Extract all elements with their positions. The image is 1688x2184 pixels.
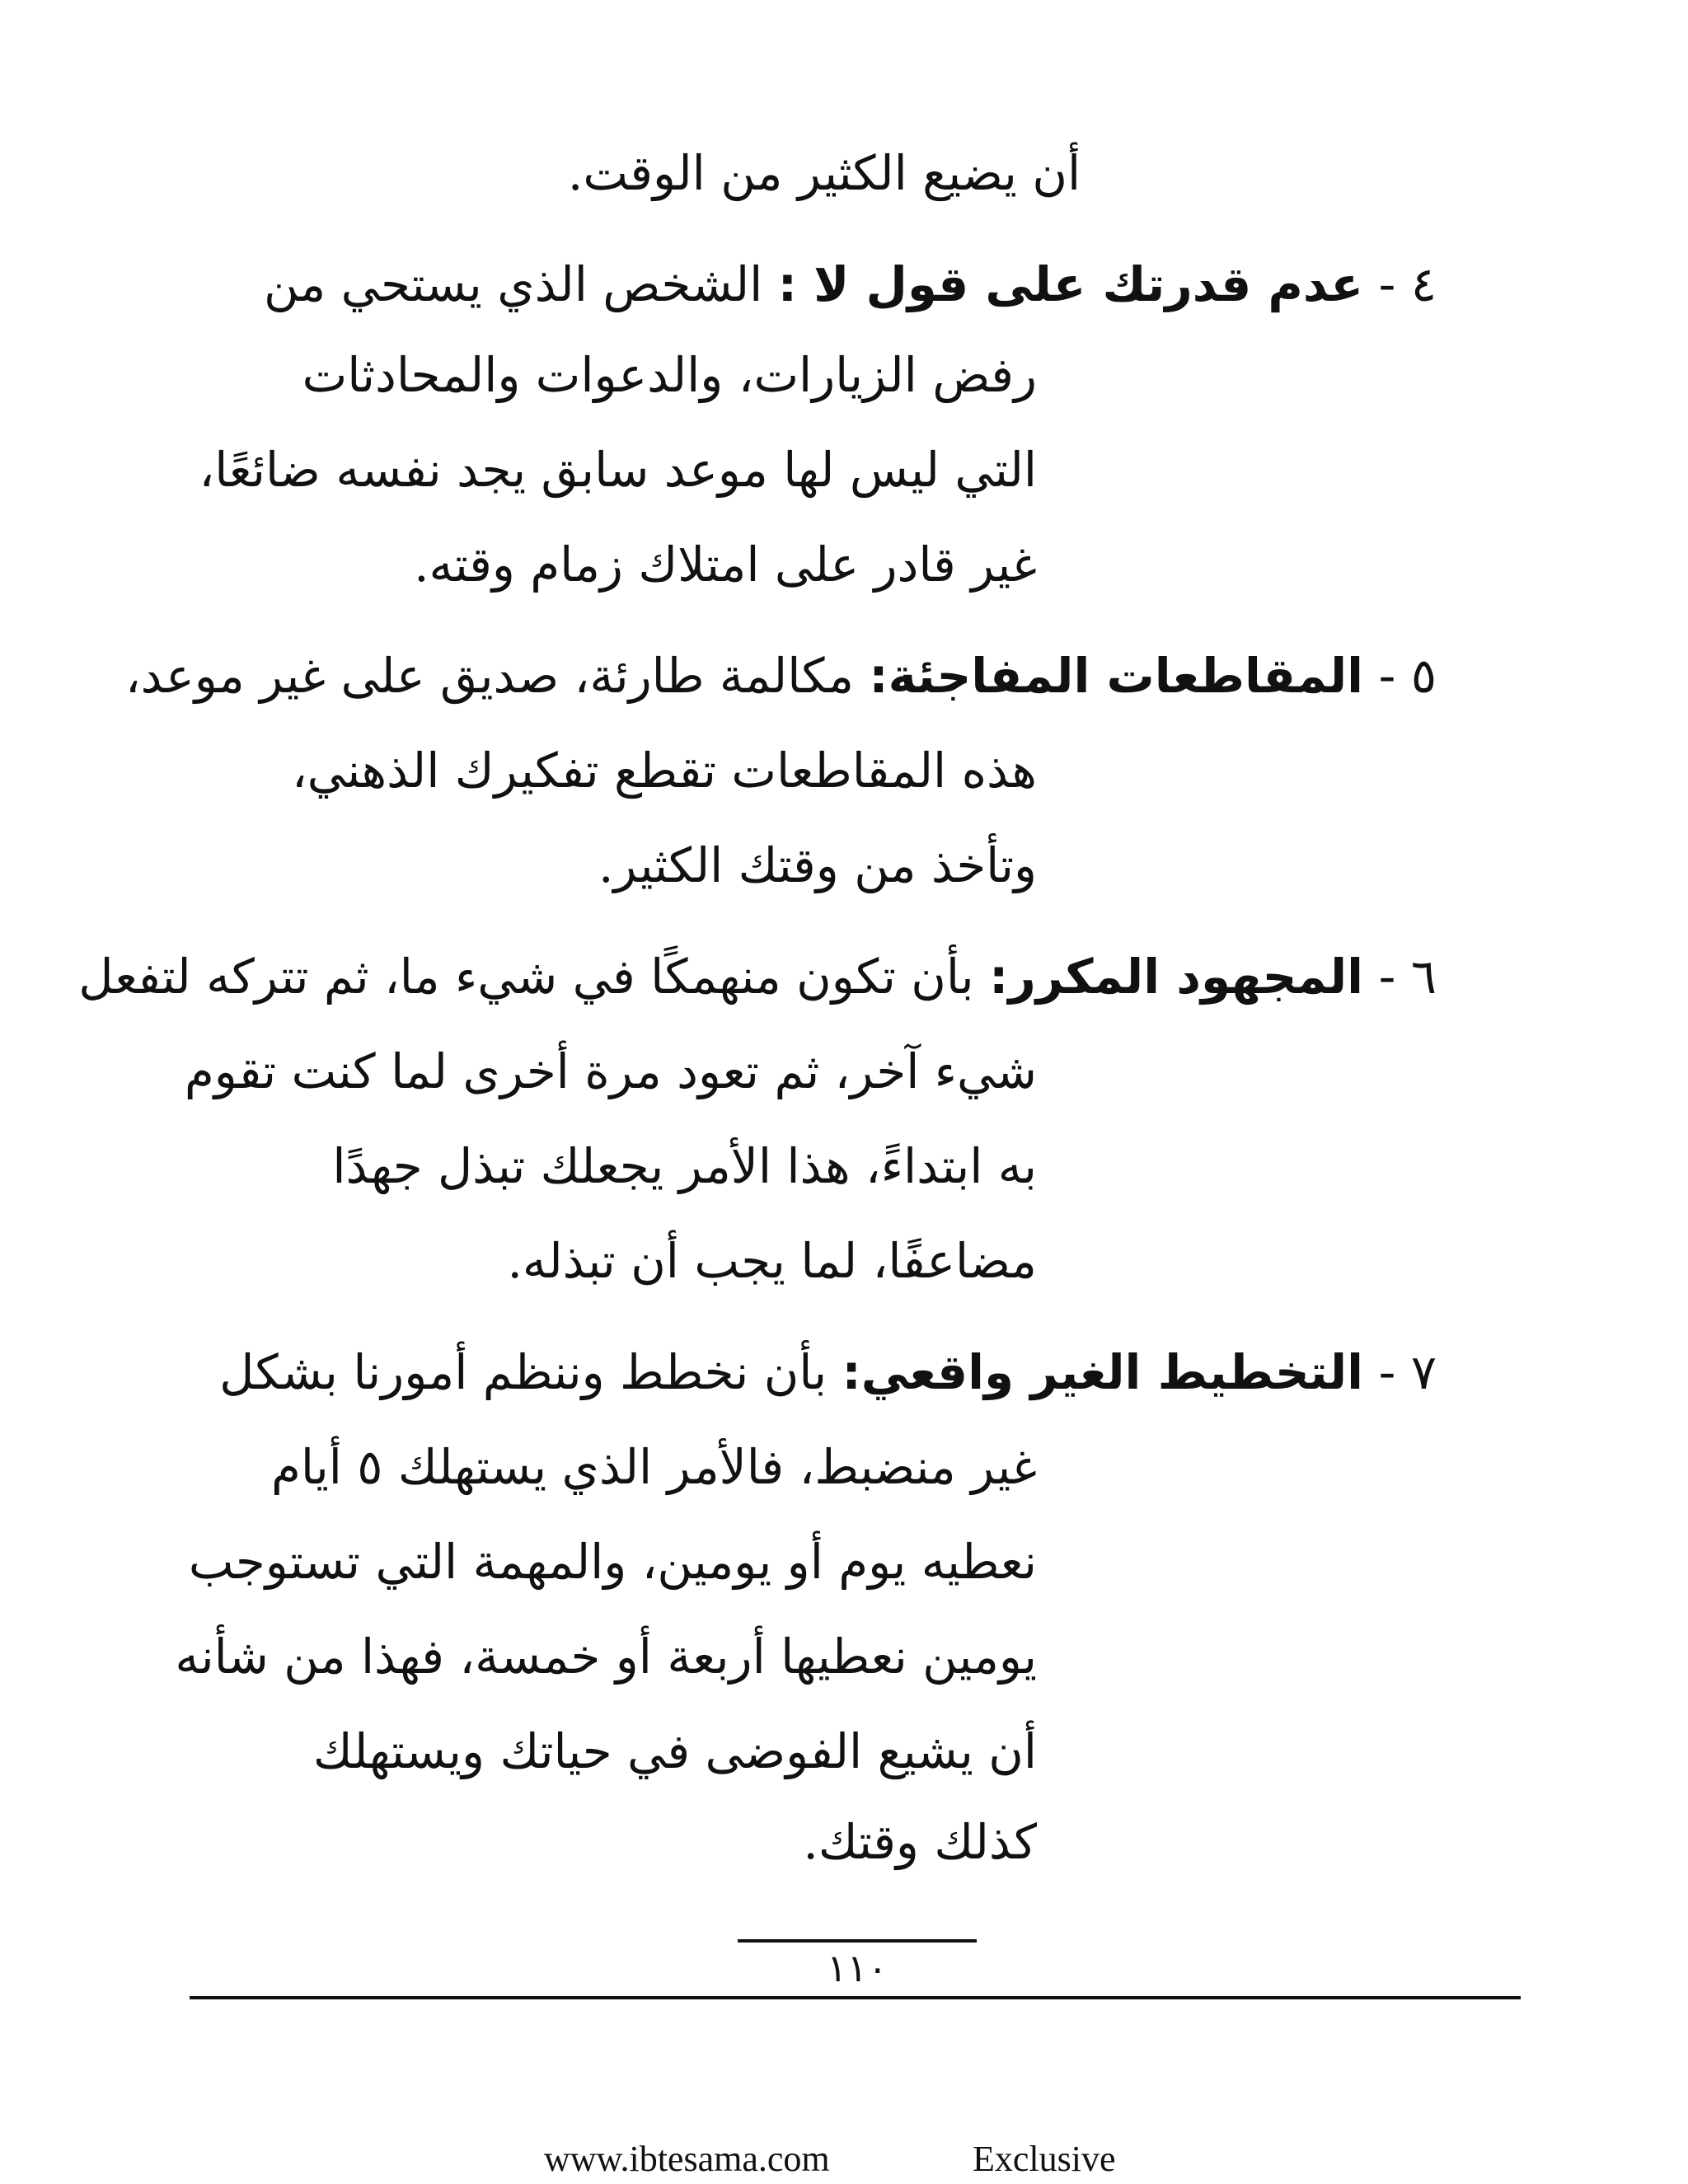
- list-item-6-line: مضاعفًا، لما يجب أن تبذله.: [507, 1233, 1037, 1289]
- footer-label: Exclusive: [973, 2139, 1116, 2179]
- item-number: ٦ -: [1378, 949, 1437, 1005]
- list-item-6-line: به ابتداءً، هذا الأمر يجعلك تبذل جهدًا: [332, 1138, 1037, 1194]
- footer-website: www.ibtesama.com: [544, 2139, 830, 2179]
- list-item-5-line: هذه المقاطعات تقطع تفكيرك الذهني،: [291, 743, 1037, 799]
- list-item-4-first-line: [264, 251, 1437, 317]
- item-number: ٤ -: [1378, 256, 1437, 312]
- list-item-6-line: شيء آخر، ثم تعود مرة أخرى لما كنت تقوم: [184, 1043, 1037, 1099]
- page-number-top-rule: [738, 1939, 977, 1943]
- list-item-4-line: غير قادر على امتلاك زمام وقته.: [414, 537, 1037, 593]
- item-number: ٧ -: [1378, 1344, 1437, 1400]
- list-item-7-line: غير منضبط، فالأمر الذي يستهلك ٥ أيام: [271, 1439, 1037, 1495]
- intro-line: أن يضيع الكثير من الوقت.: [567, 145, 1081, 201]
- item-text: الشخص الذي يستحي من: [263, 256, 778, 312]
- item-number: ٥ -: [1378, 648, 1437, 704]
- footer-divider: [190, 1996, 1521, 1999]
- list-item-7-first-line: [219, 1339, 1437, 1405]
- item-heading: التخطيط الغير واقعي:: [842, 1344, 1364, 1400]
- item-text: مكالمة طارئة، صديق على غير موعد،: [124, 648, 870, 704]
- list-item-5-first-line: [125, 643, 1437, 709]
- item-text: بأن تكون منهمكًا في شيء ما، ثم تتركه لتفعل: [78, 949, 990, 1005]
- list-item-4-line: رفض الزيارات، والدعوات والمحادثات: [302, 347, 1037, 403]
- item-heading: المجهود المكرر:: [989, 949, 1364, 1005]
- item-text: بأن نخطط وننظم أمورنا بشكل: [219, 1344, 842, 1400]
- list-item-5-line: وتأخذ من وقتك الكثير.: [598, 837, 1037, 893]
- list-item-7-line: يومين نعطيها أربعة أو خمسة، فهذا من شأنه: [175, 1629, 1037, 1685]
- list-item-7-line: أن يشيع الفوضى في حياتك ويستهلك: [312, 1723, 1037, 1779]
- page-number: ١١٠: [826, 1946, 889, 1990]
- item-heading: عدم قدرتك على قول لا :: [777, 256, 1364, 312]
- list-item-6-first-line: [78, 944, 1437, 1010]
- list-item-7-line: كذلك وقتك.: [803, 1814, 1037, 1870]
- list-item-7-line: نعطيه يوم أو يومين، والمهمة التي تستوجب: [188, 1534, 1037, 1590]
- list-item-4-line: التي ليس لها موعد سابق يجد نفسه ضائعًا،: [199, 442, 1037, 498]
- item-heading: المقاطعات المفاجئة:: [869, 648, 1364, 704]
